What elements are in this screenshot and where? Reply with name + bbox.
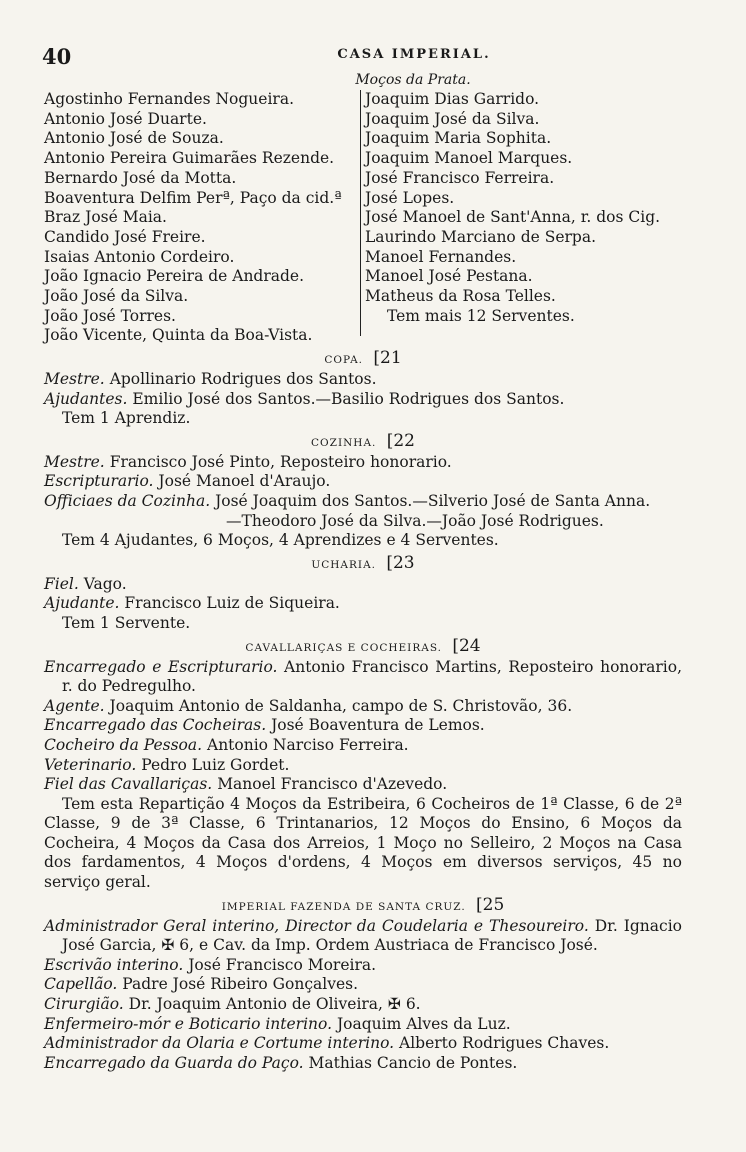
list-item: Manoel José Pestana.	[365, 267, 533, 286]
list-item: João José Torres.	[44, 306, 176, 325]
entry	[44, 575, 682, 595]
list-item: José Lopes.	[365, 188, 455, 207]
entry-continuation: —Theodoro José da Silva.—João José Rodrigues.	[226, 511, 604, 530]
entry-label: Escripturario.	[44, 472, 154, 491]
entry-label: Agente.	[44, 696, 105, 715]
entry-label: Ajudantes.	[44, 389, 128, 408]
entry	[44, 1015, 682, 1035]
entry-label: Cocheiro da Pessoa.	[44, 735, 203, 754]
entry	[44, 492, 682, 512]
entry	[44, 453, 682, 473]
section-number: [22	[386, 430, 415, 451]
list-item: Antonio José de Souza.	[44, 129, 224, 148]
entry	[44, 370, 682, 390]
entry	[44, 1034, 682, 1054]
right-column	[360, 90, 705, 336]
list-item: Joaquim Dias Garrido.	[365, 90, 540, 108]
entry	[44, 472, 682, 492]
entry-total: Tem esta Repartição 4 Moços da Estribeira, 6 Cocheiros de 1ª Classe, 6 de 2ª Classe, 9 de 3ª Classe, 6 Trintanarios, 12 Moços do Ensino, 6 Moços da Cocheira, 4 Moços da Casa dos Arreios, 1 Moço no Selleiro, 2 Moços na Casa dos fardamentos, 4 Moços d'ordens, 4 Moços em diversos serviços, 45 no serviço geral.	[44, 794, 682, 892]
entry-value: Dr. Joaquim Antonio de Oliveira, ✠ 6.	[128, 995, 421, 1014]
entry-label: Officiaes da Cozinha.	[44, 491, 211, 510]
entry-value: Dr. Ignacio José Garcia, ✠ 6, e Cav. da Imp. Ordem Austriaca de Francisco José.	[62, 916, 682, 955]
entry-value: Francisco José Pinto, Reposteiro honorario.	[109, 452, 452, 471]
entry-label: Veterinario.	[44, 755, 137, 774]
entry-label: Enfermeiro-mór e Boticario interino.	[44, 1014, 333, 1033]
section-heading-ucharia	[44, 553, 682, 575]
entry-value: Mathias Cancio de Pontes.	[308, 1053, 518, 1072]
entry	[44, 716, 682, 736]
section-number: [21	[373, 348, 402, 368]
entry-total: Tem 1 Aprendiz.	[62, 409, 191, 428]
entry-value: Manoel Francisco d'Azevedo.	[217, 775, 448, 794]
section-title-mocos-da-prata: Moços da Prata.	[355, 72, 471, 88]
entry	[44, 975, 682, 995]
page-header	[42, 44, 706, 69]
entry-value: Antonio Narciso Ferreira.	[207, 735, 409, 754]
list-item: José Manoel de Sant'Anna, r. dos Cig.	[365, 208, 661, 227]
section-heading-copa	[44, 348, 682, 370]
list-item: João Vicente, Quinta da Boa-Vista.	[44, 326, 313, 345]
list-item: Candido José Freire.	[44, 227, 206, 246]
list-item: Joaquim José da Silva.	[365, 109, 540, 128]
entry-label: Administrador da Olaria e Cortume interino.	[44, 1034, 395, 1053]
entry	[44, 756, 682, 776]
entry-label: Encarregado da Guarda do Paço.	[44, 1053, 304, 1072]
entry-value: José Manoel d'Araujo.	[158, 472, 331, 491]
entry-label: Encarregado das Cocheiras.	[44, 716, 267, 735]
section-heading-cozinha	[44, 431, 682, 453]
list-item: Antonio Pereira Guimarães Rezende.	[44, 149, 335, 168]
section-number: [23	[386, 552, 415, 573]
section-title: UCHARIA.	[311, 558, 376, 571]
entry	[44, 697, 682, 717]
entry-value: Joaquim Alves da Luz.	[336, 1014, 511, 1033]
list-item-total: Tem mais 12 Serventes.	[387, 306, 575, 325]
list-item: José Francisco Ferreira.	[365, 168, 555, 187]
document-body	[44, 346, 682, 1073]
list-item: Bernardo José da Motta.	[44, 168, 237, 187]
section-title: COZINHA.	[311, 436, 377, 449]
list-item: João Ignacio Pereira de Andrade.	[44, 267, 305, 286]
entry	[44, 956, 682, 976]
mocos-da-prata-columns	[44, 90, 700, 344]
entry-value: José Francisco Moreira.	[188, 955, 377, 974]
entry	[44, 658, 682, 697]
list-item: Antonio José Duarte.	[44, 109, 207, 128]
entry	[44, 917, 682, 956]
entry-total: Tem 1 Servente.	[62, 613, 191, 632]
left-column	[44, 90, 358, 346]
entry	[44, 594, 682, 614]
section-heading-cavallaricas	[44, 636, 682, 658]
section-title: COPA.	[324, 354, 364, 366]
entry-label: Ajudante.	[44, 594, 120, 613]
entry-value: Francisco Luiz de Siqueira.	[124, 594, 340, 613]
page-number: 40	[42, 44, 72, 69]
section-title: IMPERIAL FAZENDA DE SANTA CRUZ.	[221, 900, 466, 913]
list-item: Manoel Fernandes.	[365, 247, 517, 266]
list-item: Joaquim Manoel Marques.	[365, 149, 573, 168]
entry-value: Apollinario Rodrigues dos Santos.	[109, 370, 377, 388]
entry-value: Antonio Francisco Martins, Reposteiro honorario, r. do Pedregulho.	[62, 657, 683, 696]
entry-value: Emilio José dos Santos.—Basilio Rodrigues dos Santos.	[132, 389, 565, 408]
entry-label: Fiel.	[44, 574, 79, 593]
list-item: Joaquim Maria Sophita.	[365, 129, 552, 148]
list-item: Laurindo Marciano de Serpa.	[365, 227, 597, 246]
entry-value: José Joaquim dos Santos.—Silverio José de Santa Anna.	[215, 491, 651, 510]
entry-label: Cirurgião.	[44, 995, 124, 1014]
entry-value: Vago.	[83, 574, 127, 593]
entry-total: Tem 4 Ajudantes, 6 Moços, 4 Aprendizes e 4 Serventes.	[62, 531, 499, 550]
entry-label: Encarregado e Escripturario.	[44, 657, 278, 676]
entry-value: Pedro Luiz Gordet.	[141, 755, 290, 774]
entry-label: Mestre.	[44, 370, 105, 388]
entry-value: José Boaventura de Lemos.	[271, 716, 485, 735]
section-number: [25	[476, 894, 505, 915]
entry-label: Fiel das Cavallariças.	[44, 775, 213, 794]
entry-label: Escrivão interino.	[44, 955, 184, 974]
entry	[44, 775, 682, 795]
entry-label: Capellão.	[44, 975, 118, 994]
entry	[44, 995, 682, 1015]
entry-label: Mestre.	[44, 452, 105, 471]
entry	[44, 736, 682, 756]
list-item: Agostinho Fernandes Nogueira.	[44, 90, 294, 108]
entry	[44, 390, 682, 410]
list-item: Braz José Maia.	[44, 208, 167, 227]
running-title: CASA IMPERIAL.	[337, 47, 491, 62]
entry-value: Padre José Ribeiro Gonçalves.	[122, 975, 359, 994]
section-title: CAVALLARIÇAS E COCHEIRAS.	[245, 641, 442, 654]
entry-value: Alberto Rodrigues Chaves.	[399, 1034, 610, 1053]
section-heading-santa-cruz	[44, 895, 682, 917]
list-item: Boaventura Delfim Perª, Paço da cid.ª	[44, 188, 342, 207]
list-item: Isaias Antonio Cordeiro.	[44, 247, 235, 266]
entry	[44, 1054, 682, 1074]
list-item: João José da Silva.	[44, 287, 189, 306]
list-item: Matheus da Rosa Telles.	[365, 287, 556, 306]
entry-value: Joaquim Antonio de Saldanha, campo de S. Christovão, 36.	[109, 696, 573, 715]
section-number: [24	[452, 635, 481, 656]
entry-label: Administrador Geral interino, Director da Coudelaria e Thesoureiro.	[44, 916, 589, 935]
